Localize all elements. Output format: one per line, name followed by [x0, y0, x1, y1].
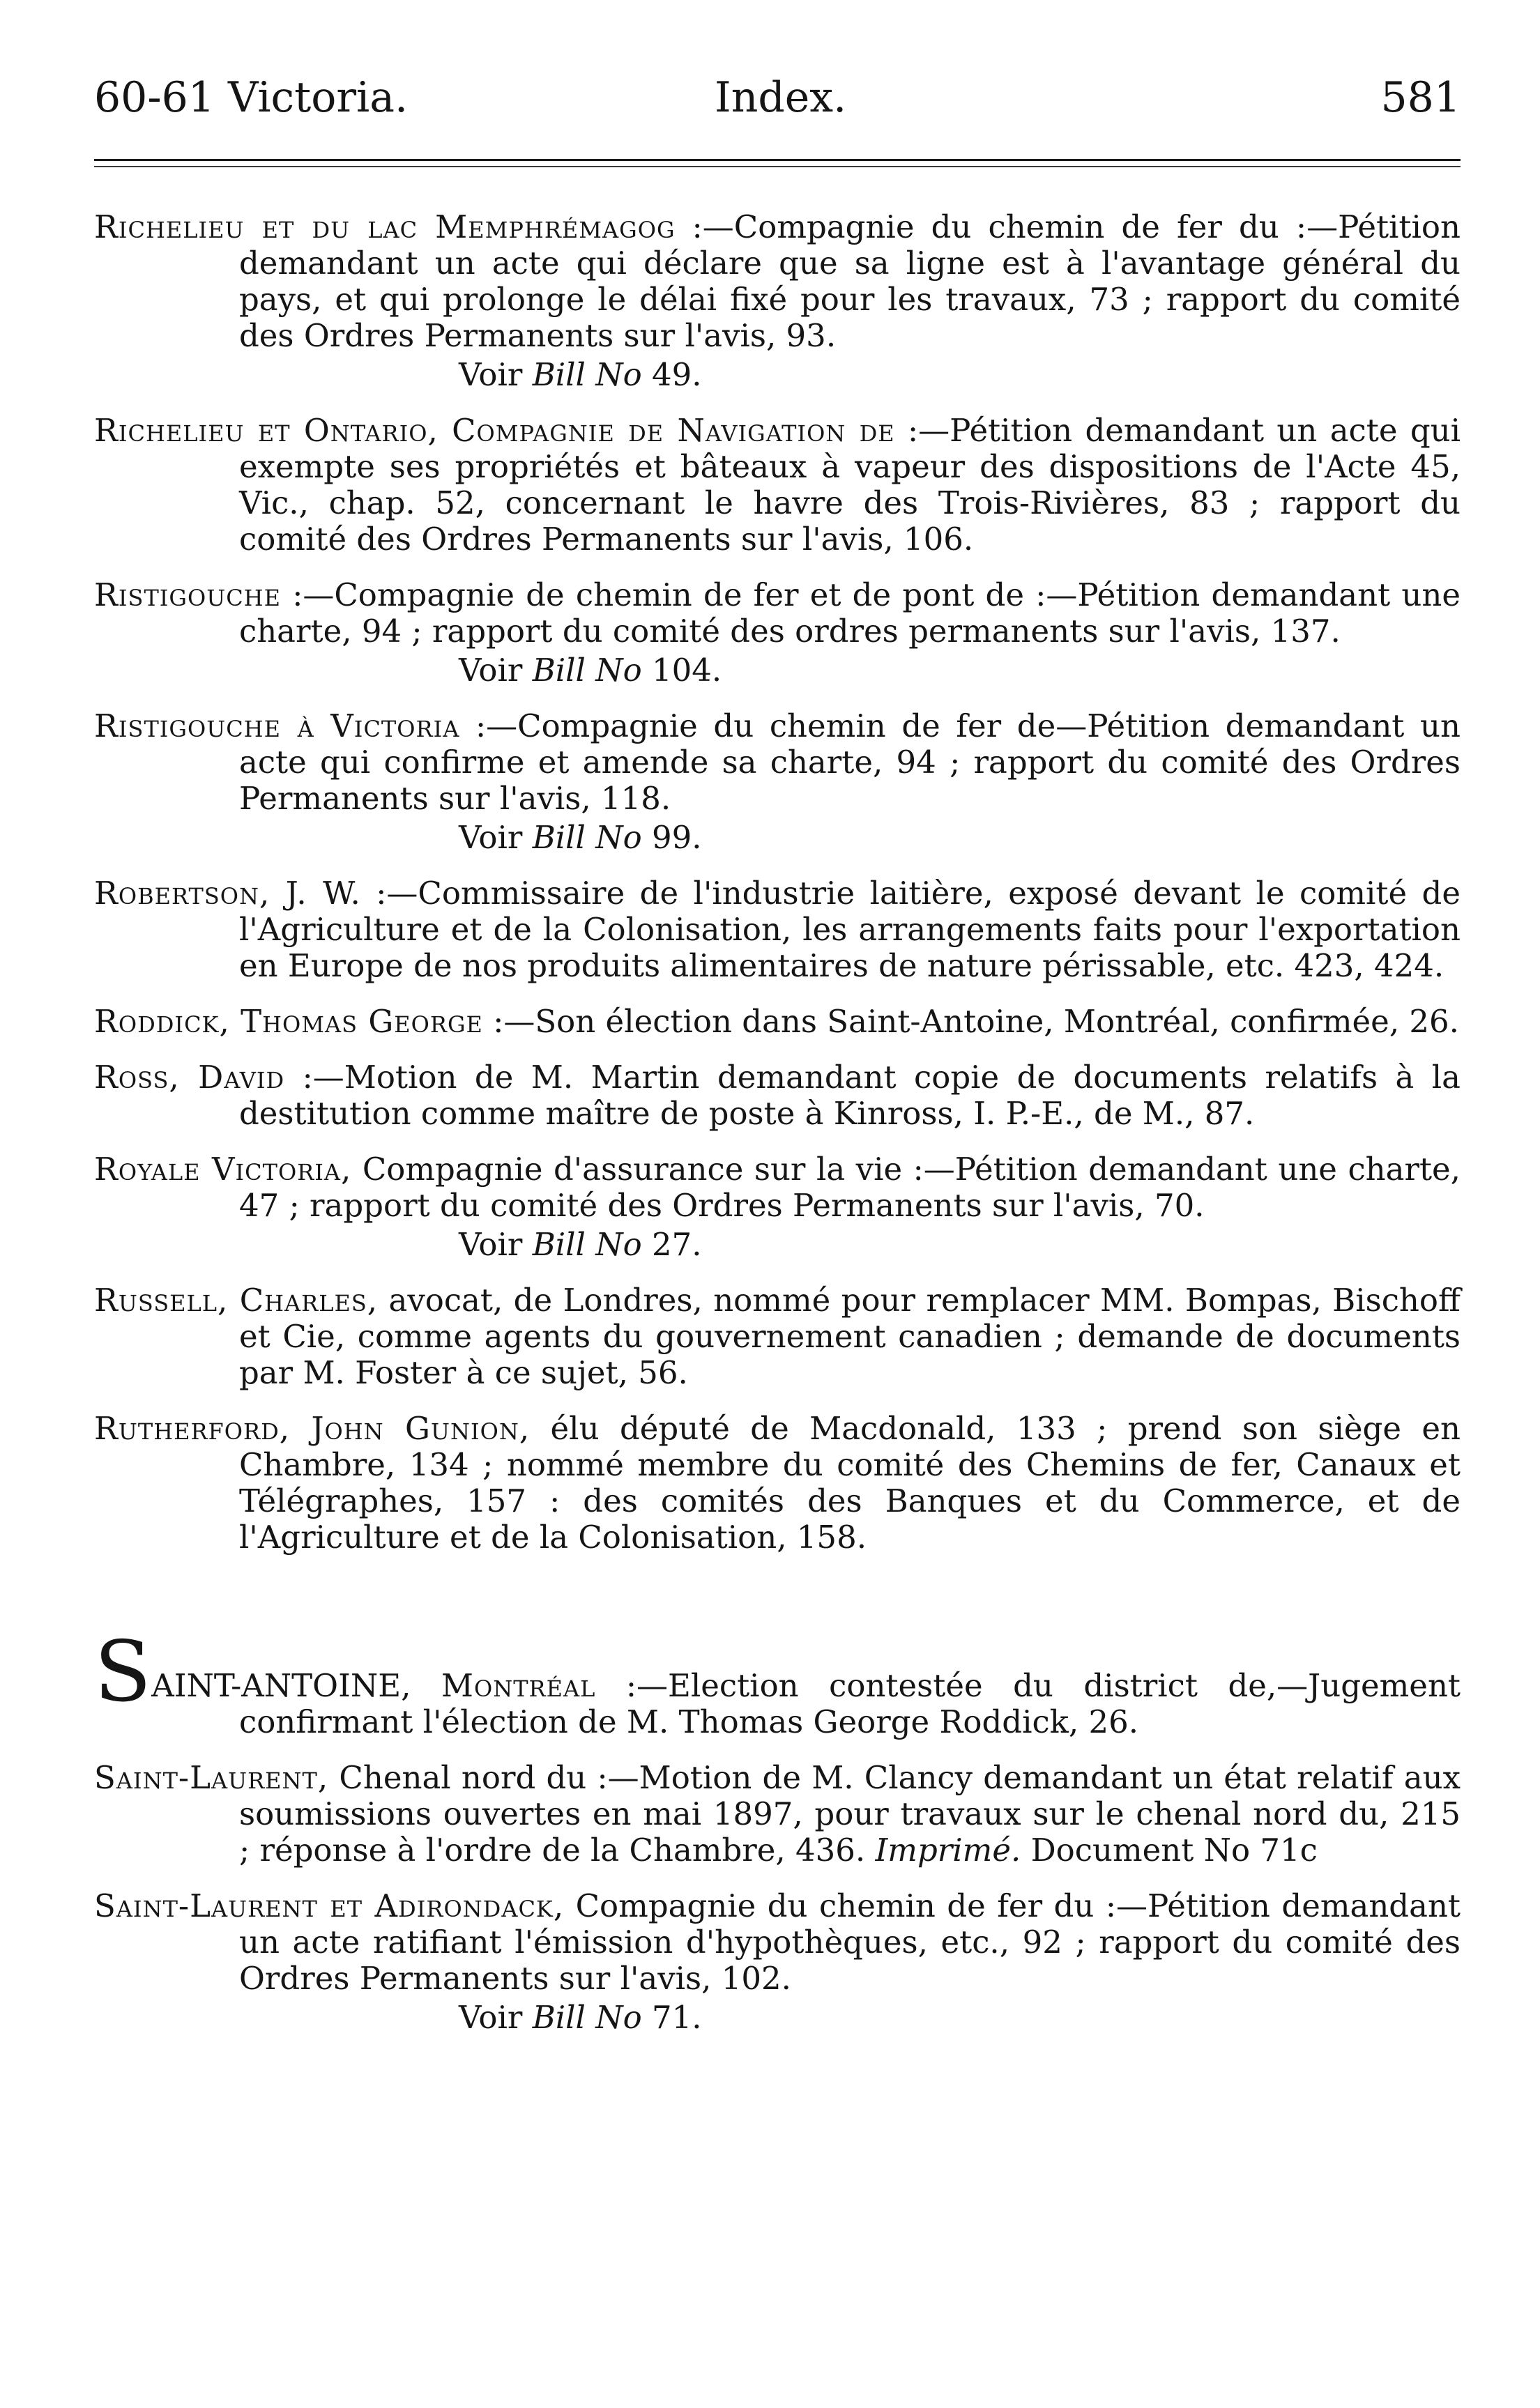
- entry-text: avocat, de Londres, nommé pour remplacer MM. Bompas, Bischoff et Cie, comme agents du gouvernement canadien ; demande de documents par M. Foster à ce sujet, 56.: [239, 1282, 1461, 1391]
- index-entry: [94, 1760, 1461, 1869]
- entry-text: :—Compagnie de chemin de fer et de pont de :—Pétition demandant une charte, 94 ; rapport du comité des ordres permanents sur l'avis, 137.: [239, 576, 1461, 650]
- entry-heading: Ross, David: [94, 1059, 285, 1096]
- header-volume: 60-61 Victoria.: [94, 73, 409, 122]
- see-label: Voir: [459, 1999, 523, 2036]
- bill-label: Bill No: [532, 819, 642, 856]
- bill-label: Bill No: [532, 356, 642, 393]
- entry-heading: Richelieu et Ontario, Compagnie de Navigation de: [94, 412, 895, 449]
- entry-heading: Ristigouche à Victoria: [94, 707, 460, 744]
- document-number: Document No 71c: [1030, 1832, 1318, 1869]
- entry-heading: Ristigouche: [94, 576, 281, 613]
- header-rule-thick: [94, 159, 1461, 161]
- entry-heading: Saint-Laurent et Adirondack,: [94, 1887, 565, 1924]
- entry-text: Compagnie d'assurance sur la vie :—Pétition demandant une charte, 47 ; rapport du comité des Ordres Permanents sur l'avis, 70.: [239, 1151, 1461, 1224]
- page-number: 581: [1380, 73, 1461, 122]
- entry-heading: Roddick, Thomas George: [94, 1003, 483, 1040]
- index-entry: [94, 1151, 1461, 1263]
- see-label: Voir: [459, 1226, 523, 1263]
- entry-heading: Robertson, J. W.: [94, 875, 361, 912]
- index-entries: [94, 209, 1461, 2055]
- see-bill-reference: [239, 652, 1461, 689]
- entry-text: Compagnie du chemin de fer du :—Pétition demandant un acte ratifiant l'émission d'hypothèques, etc., 92 ; rapport du comité des Ordres Permanents sur l'avis, 102.: [239, 1887, 1461, 1997]
- entry-text: :—Compagnie du chemin de fer du :—Pétition demandant un acte qui déclare que sa ligne est à l'avantage général du pays, et qui prolonge le délai fixé pour les travaux, 73 ; rapport du comité des Ordres Permanents sur l'avis, 93.: [239, 208, 1461, 354]
- see-bill-reference: [239, 357, 1461, 393]
- section-initial: S: [94, 1624, 152, 1721]
- see-bill-reference: [239, 2000, 1461, 2036]
- entry-heading: Saint-Laurent,: [94, 1759, 329, 1796]
- header-title: Index.: [715, 73, 847, 122]
- entry-text: élu député de Macdonald, 133 ; prend son siège en Chambre, 134 ; nommé membre du comité des Chemins de fer, Canaux et Télégraphes, 157 : des comités des Banques et du Commerce, et de l'Agriculture et de la Colonisation, 158.: [239, 1410, 1461, 1556]
- section-gap: [94, 1575, 1461, 1652]
- entry-text: :—Motion de M. Martin demandant copie de documents relatifs à la destitution comme maître de poste à Kinross, I. P.-E., de M., 87.: [239, 1059, 1461, 1132]
- entry-text: :—Commissaire de l'industrie laitière, exposé devant le comité de l'Agriculture et de la Colonisation, les arrangements faits pour l'exportation en Europe de nos produits alimentaires de nature périssable, etc. 423, 424.: [239, 875, 1461, 984]
- bill-number: 49.: [652, 356, 702, 393]
- bill-label: Bill No: [532, 1226, 642, 1263]
- see-label: Voir: [459, 652, 523, 689]
- see-label: Voir: [459, 356, 523, 393]
- section-subheading: Montréal: [441, 1667, 596, 1704]
- section-text: :—Election contestée du district de,—Jugement confirmant l'élection de M. Thomas George Roddick, 26.: [239, 1667, 1461, 1740]
- entry-heading: Russell, Charles,: [94, 1282, 379, 1319]
- section-entry: [94, 1624, 1461, 1740]
- see-bill-reference: [239, 820, 1461, 856]
- section-heading: AINT-ANTOINE,: [151, 1667, 411, 1704]
- entry-heading: Rutherford, John Gunion,: [94, 1410, 531, 1447]
- index-entry: [94, 1411, 1461, 1556]
- printed-label: Imprimé.: [875, 1832, 1021, 1869]
- index-entry: [94, 1059, 1461, 1132]
- page-header: [94, 73, 1461, 136]
- index-entry: [94, 708, 1461, 856]
- entry-heading: Royale Victoria,: [94, 1151, 352, 1188]
- bill-label: Bill No: [532, 652, 642, 689]
- index-entry: [94, 1282, 1461, 1391]
- see-label: Voir: [459, 819, 523, 856]
- index-entry: [94, 413, 1461, 558]
- entry-heading: Richelieu et du lac Memphrémagog: [94, 208, 676, 245]
- index-entry: [94, 1888, 1461, 2036]
- entry-text: :—Pétition demandant un acte qui exempte ses propriétés et bâteaux à vapeur des dispositions de l'Acte 45, Vic., chap. 52, concernant le havre des Trois-Rivières, 83 ; rapport du comité des Ordres Permanents sur l'avis, 106.: [239, 412, 1461, 558]
- entry-text: :—Son élection dans Saint-Antoine, Montréal, confirmée, 26.: [482, 1003, 1459, 1040]
- bill-number: 104.: [652, 652, 722, 689]
- index-entry: [94, 577, 1461, 689]
- bill-number: 71.: [652, 1999, 702, 2036]
- header-rule-thin: [94, 166, 1461, 167]
- index-entry: [94, 875, 1461, 984]
- entry-text: :—Compagnie du chemin de fer de—Pétition demandant un acte qui confirme et amende sa charte, 94 ; rapport du comité des Ordres Permanents sur l'avis, 118.: [239, 707, 1461, 817]
- bill-number: 27.: [652, 1226, 702, 1263]
- entry-text: Chenal nord du :—Motion de M. Clancy demandant un état relatif aux soumissions ouvertes en mai 1897, pour travaux sur le chenal nord du, 215 ; réponse à l'ordre de la Chambre, 436.: [239, 1759, 1461, 1869]
- index-entry: [94, 209, 1461, 393]
- index-entry: [94, 1004, 1461, 1040]
- bill-label: Bill No: [532, 1999, 642, 2036]
- see-bill-reference: [239, 1227, 1461, 1263]
- bill-number: 99.: [652, 819, 702, 856]
